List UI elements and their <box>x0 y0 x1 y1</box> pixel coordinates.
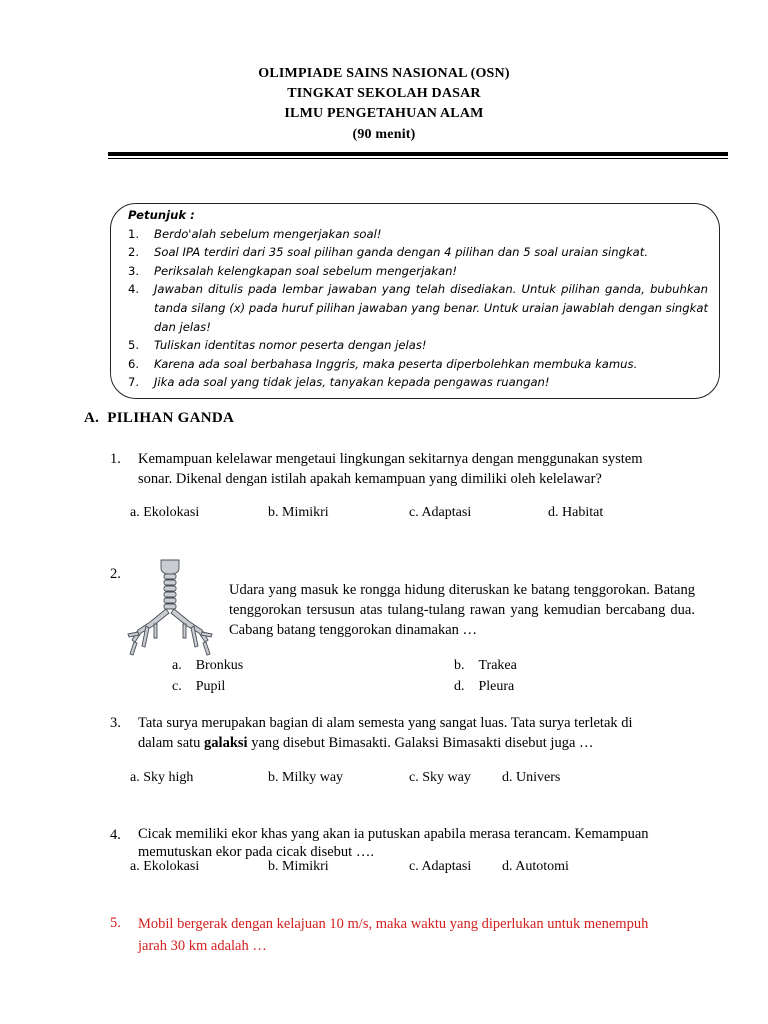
question-2-option-d: d. Pleura <box>454 679 515 694</box>
question-4-option-a: a. Ekolokasi <box>130 859 200 874</box>
question-2-number: 2. <box>110 566 121 582</box>
question-4-text: Cicak memiliki ekor khas yang akan ia putuskan apabila merasa terancam. Kemampuan memutuskan ekor pada cicak disebut …. <box>138 826 649 860</box>
question-1-option-a: a. Ekolokasi <box>130 505 200 520</box>
question-4-option-d: d. Autotomi <box>502 859 569 874</box>
instructions-list <box>128 206 708 392</box>
instruction-item: 2. Soal IPA terdiri dari 35 soal pilihan ganda dengan 4 pilihan dan 5 soal uraian singkat. <box>128 245 649 260</box>
trachea-illustration <box>124 556 220 660</box>
title-olimpiade: OLIMPIADE SAINS NASIONAL (OSN) <box>258 66 510 81</box>
header-rule-thin <box>108 158 728 159</box>
title-duration: (90 menit) <box>352 127 416 142</box>
question-3-option-a: a. Sky high <box>130 770 194 785</box>
question-1-number: 1. <box>110 451 121 467</box>
section-heading: A. PILIHAN GANDA <box>84 410 235 426</box>
question-3-text: Tata surya merupakan bagian di alam semesta yang sangat luas. Tata surya terletak di dalam satu galaksi yang disebut Bimasakti. Galaksi Bimasakti disebut juga … <box>138 715 633 751</box>
question-2-option-a: a. Bronkus <box>172 658 244 673</box>
question-5-text: Mobil bergerak dengan kelajuan 10 m/s, maka waktu yang diperlukan untuk menempuh jarah 30 km adalah … <box>138 916 649 954</box>
question-2-option-c: c. Pupil <box>172 679 226 694</box>
question-1-option-b: b. Mimikri <box>268 505 329 520</box>
question-3-option-d: d. Univers <box>502 770 561 785</box>
title-subject: ILMU PENGETAHUAN ALAM <box>284 106 484 121</box>
question-4-option-b: b. Mimikri <box>268 859 329 874</box>
question-3-option-c: c. Sky way <box>409 770 471 785</box>
header-rule-thick <box>108 152 728 156</box>
question-4-option-c: c. Adaptasi <box>409 859 472 874</box>
instruction-item: 6. Karena ada soal berbahasa Inggris, maka peserta diperbolehkan membuka kamus. <box>128 356 638 371</box>
instruction-item: 1. Berdo'alah sebelum mengerjakan soal! <box>128 226 382 241</box>
question-2-text: Udara yang masuk ke rongga hidung diteruskan ke batang tenggorokan. Batang tenggorokan tersusun atas tulang-tulang rawan yang kemudian bercabang dua. Cabang batang tenggorokan dinamakan … <box>229 582 695 638</box>
question-1-text: Kemampuan kelelawar mengetaui lingkungan sekitarnya dengan menggunakan system sonar. Dikenal dengan istilah apakah kemampuan yang dimiliki oleh kelelawar? <box>138 451 643 487</box>
question-1-option-c: c. Adaptasi <box>409 505 472 520</box>
question-4-number: 4. <box>110 827 121 843</box>
instruction-item: 7. Jika ada soal yang tidak jelas, tanyakan kepada pengawas ruangan! <box>128 375 550 390</box>
question-2-option-b: b. Trakea <box>454 658 517 673</box>
instruction-item: 4. Jawaban ditulis pada lembar jawaban yang telah disediakan. Untuk pilihan ganda, bubuhkan tanda silang (x) pada huruf pilihan jawaban yang benar. Untuk uraian jawablah dengan singkat dan jelas! <box>128 282 708 334</box>
title-level: TINGKAT SEKOLAH DASAR <box>287 86 481 101</box>
instructions-title: Petunjuk : <box>128 208 195 222</box>
question-5-number: 5. <box>110 915 121 931</box>
question-1-option-d: d. Habitat <box>548 505 604 520</box>
instruction-item: 3. Periksalah kelengkapan soal sebelum mengerjakan! <box>128 263 458 278</box>
question-3-option-b: b. Milky way <box>268 770 344 785</box>
instruction-item: 5. Tuliskan identitas nomor peserta dengan jelas! <box>128 338 427 353</box>
question-3-number: 3. <box>110 715 121 731</box>
